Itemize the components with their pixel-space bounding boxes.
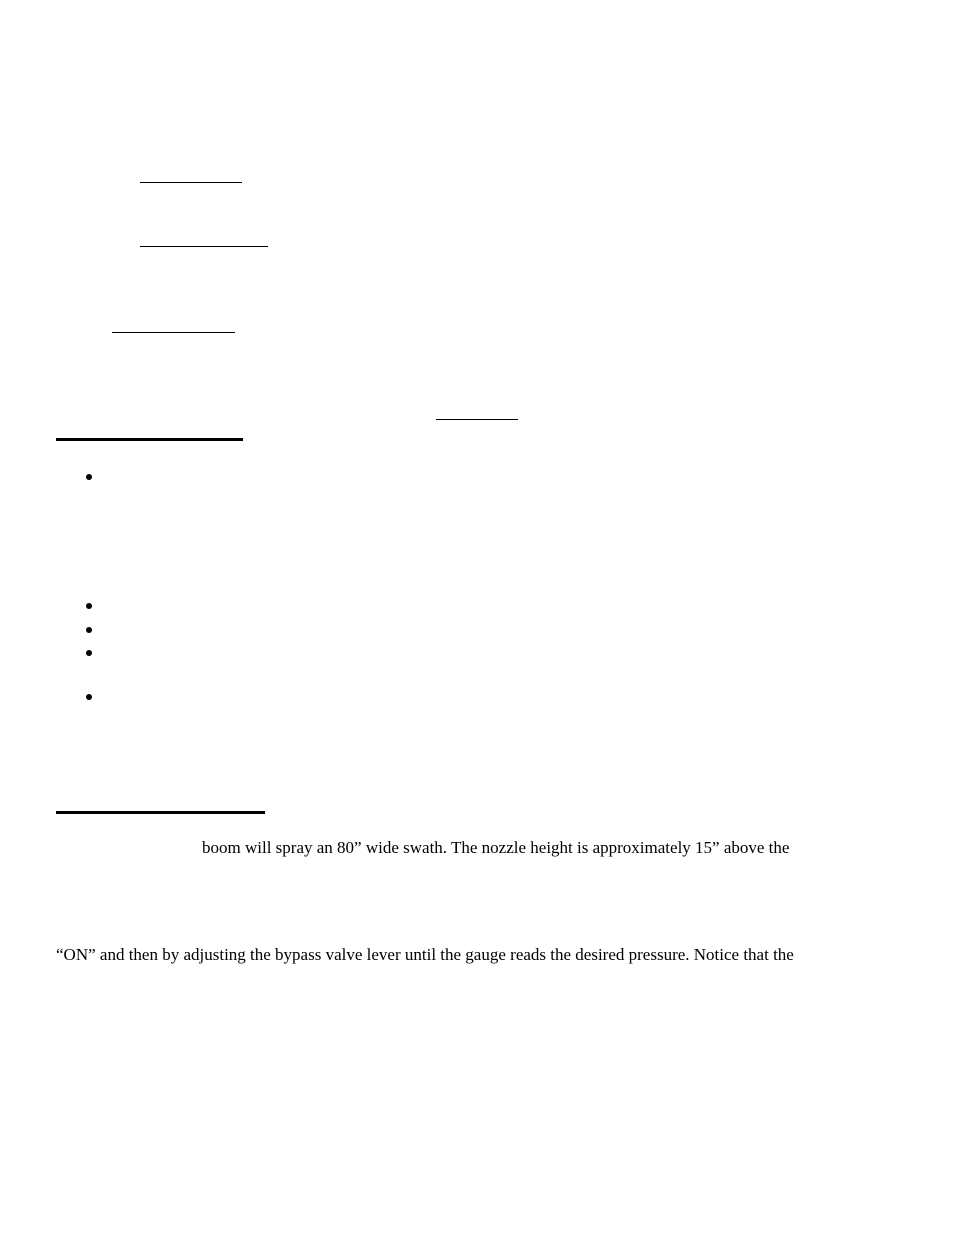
heading-underline-1: [140, 182, 242, 183]
heading-underline-3: [112, 332, 235, 333]
heading-underline-4: [436, 419, 518, 420]
section-rule-2: [56, 811, 265, 814]
list-bullet: [86, 603, 92, 609]
list-bullet: [86, 650, 92, 656]
list-bullet: [86, 694, 92, 700]
list-bullet: [86, 474, 92, 480]
heading-underline-2: [140, 246, 268, 247]
list-bullet: [86, 627, 92, 633]
body-text-line: boom will spray an 80” wide swath. The nozzle height is approximately 15” above the: [202, 838, 790, 857]
section-rule-1: [56, 438, 243, 441]
body-text-line: “ON” and then by adjusting the bypass valve lever until the gauge reads the desired pressure. Notice that the: [56, 945, 794, 964]
